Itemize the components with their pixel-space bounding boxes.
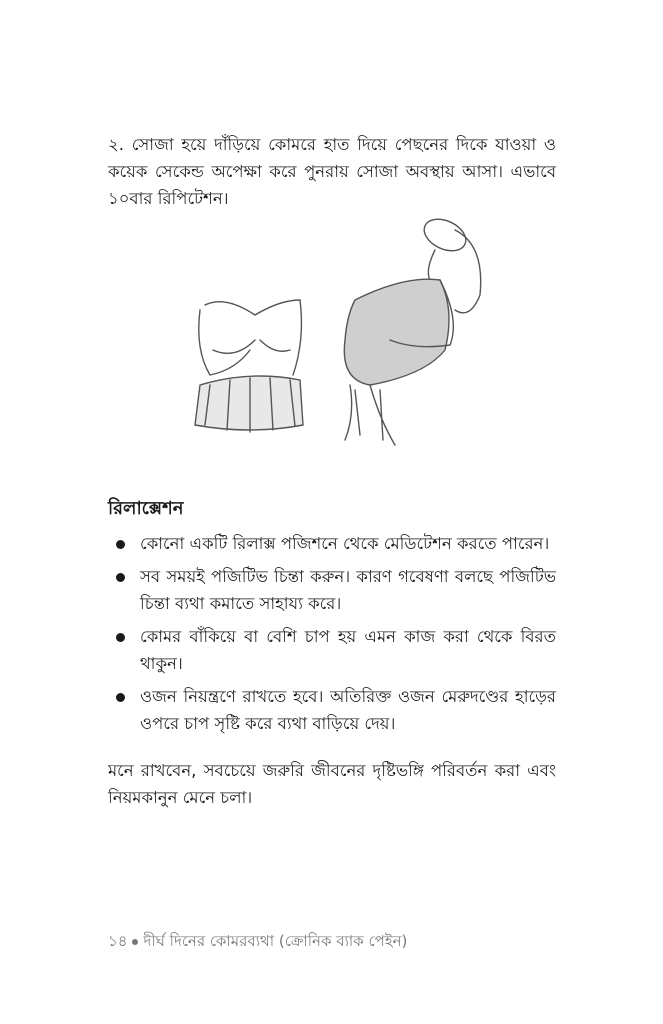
list-item: সব সময়ই পজিটিভ চিন্তা করুন। কারণ গবেষণা বলছে পজিটিভ চিন্তা ব্যথা কমাতে সাহায্য করে। [108, 563, 556, 617]
hands-on-back-sketch [195, 300, 303, 432]
page-number: ১৪ [108, 932, 128, 950]
page-footer [108, 930, 407, 955]
bullet-icon [116, 693, 125, 702]
list-item: ওজন নিয়ন্ত্রণে রাখতে হবে। অতিরিক্ত ওজন মেরুদণ্ডের হাড়ের ওপরে চাপ সৃষ্টি করে ব্যথা বাড়িয়ে দেয়। [108, 683, 556, 737]
back-bend-exercise-illustration [155, 200, 505, 462]
section-heading: রিলাক্সেশন [108, 498, 184, 519]
closing-paragraph: মনে রাখবেন, সবচেয়ে জরুরি জীবনের দৃষ্টিভঙ্গি পরিবর্তন করা এবং নিয়মকানুন মেনে চলা। [108, 760, 556, 807]
list-item: কোমর বাঁকিয়ে বা বেশি চাপ হয় এমন কাজ করা থেকে বিরত থাকুন। [108, 623, 556, 677]
list-item: কোনো একটি রিলাক্স পজিশনে থেকে মেডিটেশন করতে পারেন। [108, 530, 556, 557]
bullet-icon [116, 573, 125, 582]
intro-paragraph: ২. সোজা হয়ে দাঁড়িয়ে কোমরে হাত দিয়ে পেছনের দিকে যাওয়া ও কয়েক সেকেন্ড অপেক্ষা করে পুনরায় সোজা অবস্থায় আসা। এভাবে ১০বার রিপিটেশন। [108, 134, 556, 208]
tips-list [108, 530, 556, 743]
book-title: দীর্ঘ দিনের কোমরব্যথা (ক্রোনিক ব্যাক পেইন) [143, 932, 408, 950]
bullet-icon [116, 540, 125, 549]
bullet-icon [116, 633, 125, 642]
woman-leaning-back-sketch [344, 213, 480, 445]
separator-dot-icon [132, 939, 138, 945]
